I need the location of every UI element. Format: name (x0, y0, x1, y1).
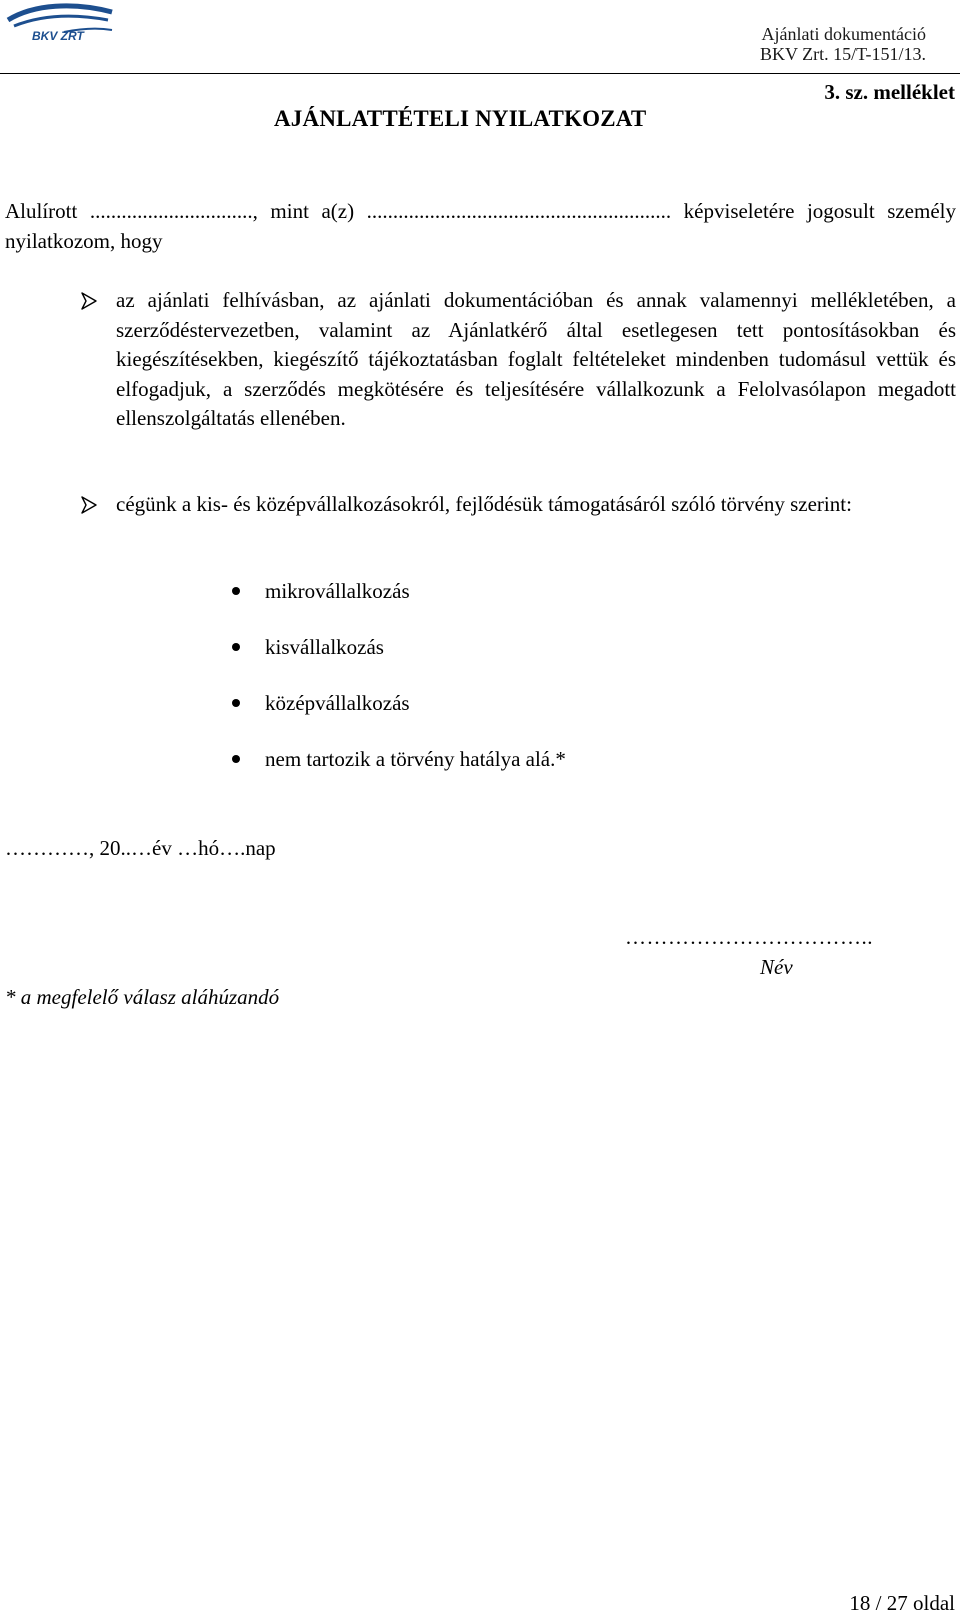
arrow-bullet-icon (80, 496, 98, 514)
option-label: mikrovállalkozás (265, 579, 410, 603)
doc-type: Ajánlati dokumentáció (761, 24, 926, 44)
intro-paragraph: Alulírott ..............................., mint a(z) .......................................................... képviseletére jogosult személy nyilatkozom, hogy (5, 199, 956, 253)
doc-reference: BKV Zrt. 15/T-151/13. (759, 44, 926, 64)
bullet-dot-icon (232, 755, 240, 763)
signature-label: Név (760, 955, 793, 979)
annex-label: 3. sz. melléklet (824, 80, 955, 104)
bullet-dot-icon (232, 587, 240, 595)
bkv-logo (4, 2, 116, 46)
footnote: * a megfelelő válasz aláhúzandó (5, 985, 280, 1009)
option-label: középvállalkozás (265, 691, 410, 715)
document-header (760, 24, 926, 64)
page-title: AJÁNLATTÉTELI NYILATKOZAT (274, 106, 647, 131)
signature-line: …………………………….. (625, 925, 873, 949)
date-line: …………, 20..…év …hó….nap (5, 836, 276, 860)
logo-text: BKV ZRT (32, 29, 84, 43)
bullet-dot-icon (232, 699, 240, 707)
option-label: kisvállalkozás (265, 635, 384, 659)
option-label: nem tartozik a törvény hatálya alá.* (265, 747, 566, 771)
page-number: 18 / 27 oldal (849, 1591, 955, 1615)
arrow-bullet-icon (80, 292, 98, 310)
bullet-dot-icon (232, 643, 240, 651)
header-divider (0, 73, 960, 74)
company-size-bullet: cégünk a kis- és középvállalkozásokról, fejlődésük támogatásáról szóló törvény szerint: (116, 492, 852, 516)
declaration-bullet: az ajánlati felhívásban, az ajánlati dokumentációban és annak valamennyi mellékletében, a szerződéstervezetben, valamint az Ajánlatkérő által esetlegesen tett pontosításokban és kiegészítésekben, kiegészítő tájékoztatásban foglalt feltételeket mindenben tudomásul vettük és elfogadjuk, a szerződés megkötésére és teljesítésére vállalkozunk a Felolvasólapon megadott ellenszolgáltatás ellenében. (116, 288, 956, 430)
